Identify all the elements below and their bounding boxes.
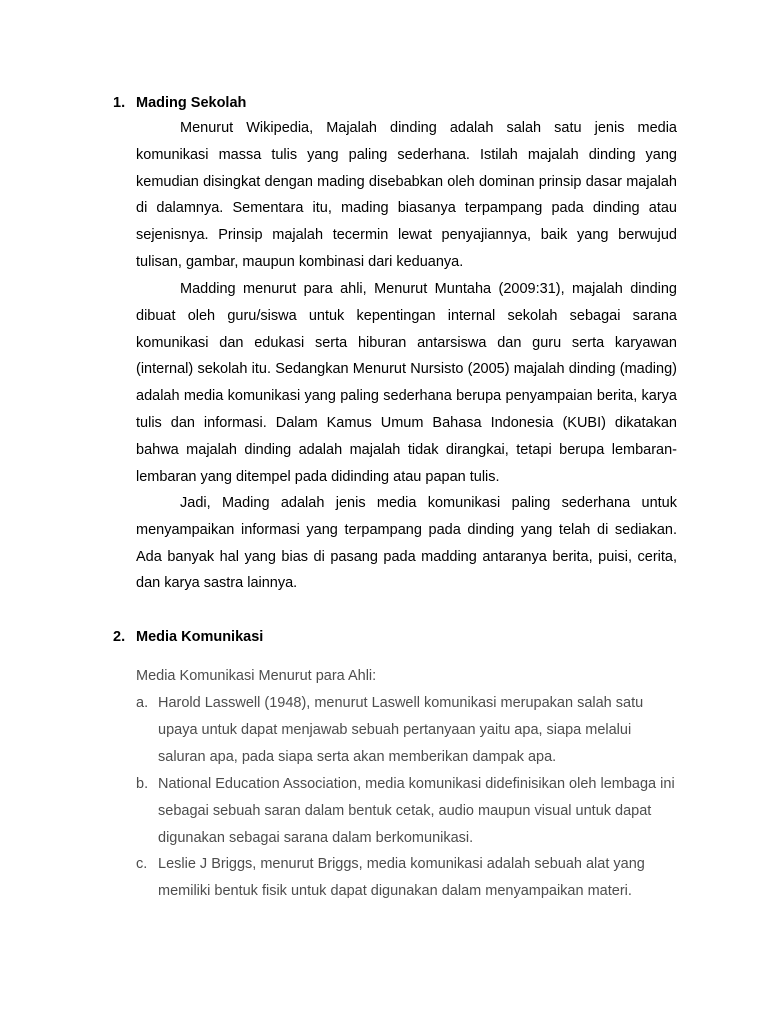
list-marker: a. bbox=[136, 695, 149, 711]
list-marker: c. bbox=[136, 856, 148, 872]
list-intro: Media Komunikasi Menurut para Ahli: bbox=[136, 668, 377, 684]
paragraph: Menurut Wikipedia, Majalah dinding adalah salah satu jenis media komunikasi massa tulis yang paling sederhana. Istilah majalah dinding yang kemudian disingkat dengan mading disebabkan oleh dominan prinsip dasar majalah di dalamnya. Sementara itu, mading biasanya terpampang pada dinding atau sejenisnya. Prinsip majalah tecermin lewat penyajiannya, baik yang berwujud tulisan, gambar, maupun kombinasi dari keduanya. bbox=[136, 120, 677, 270]
list-item-text: Harold Lasswell (1948), menurut Laswell komunikasi merupakan salah satu upaya untuk dapat menjawab sebuah pertanyaan yaitu apa, siapa melalui saluran apa, pada siapa serta akan memberikan dampak apa. bbox=[158, 695, 644, 765]
section-number: 1. bbox=[113, 95, 126, 111]
paragraph: Madding menurut para ahli, Menurut Muntaha (2009:31), majalah dinding dibuat oleh guru/siswa untuk kepentingan internal sekolah sebagai sarana komunikasi dan edukasi serta hiburan antarsiswa dan guru serta karyawan (internal) sekolah itu. Sedangkan Menurut Nursisto (2005) majalah dinding (mading) adalah media komunikasi yang paling sederhana berupa penyampaian berita, karya tulis dan informasi. Dalam Kamus Umum Bahasa Indonesia (KUBI) dikatakan bahwa majalah dinding adalah majalah tidak dirangkai, tetapi berupa lembaran-lembaran yang ditempel pada didinding atau papan tulis. bbox=[136, 281, 677, 485]
list-item-text: National Education Association, media komunikasi didefinisikan oleh lembaga ini sebagai sebuah saran dalam bentuk cetak, audio maupun visual untuk dapat digunakan sebagai sarana dalam berkomunikasi. bbox=[158, 776, 675, 846]
list-item-text: Leslie J Briggs, menurut Briggs, media komunikasi adalah sebuah alat yang memiliki bentuk fisik untuk dapat digunakan dalam menyampaikan materi. bbox=[158, 856, 645, 899]
paragraph: Jadi, Mading adalah jenis media komunikasi paling sederhana untuk menyampaikan informasi yang terpampang pada dinding yang telah di sediakan. Ada banyak hal yang bias di pasang pada madding antaranya berita, puisi, cerita, dan karya sastra lainnya. bbox=[136, 495, 677, 592]
section-heading: Media Komunikasi bbox=[136, 629, 264, 645]
list-marker: b. bbox=[136, 776, 149, 792]
section-heading: Mading Sekolah bbox=[136, 95, 247, 111]
section-number: 2. bbox=[113, 629, 126, 645]
